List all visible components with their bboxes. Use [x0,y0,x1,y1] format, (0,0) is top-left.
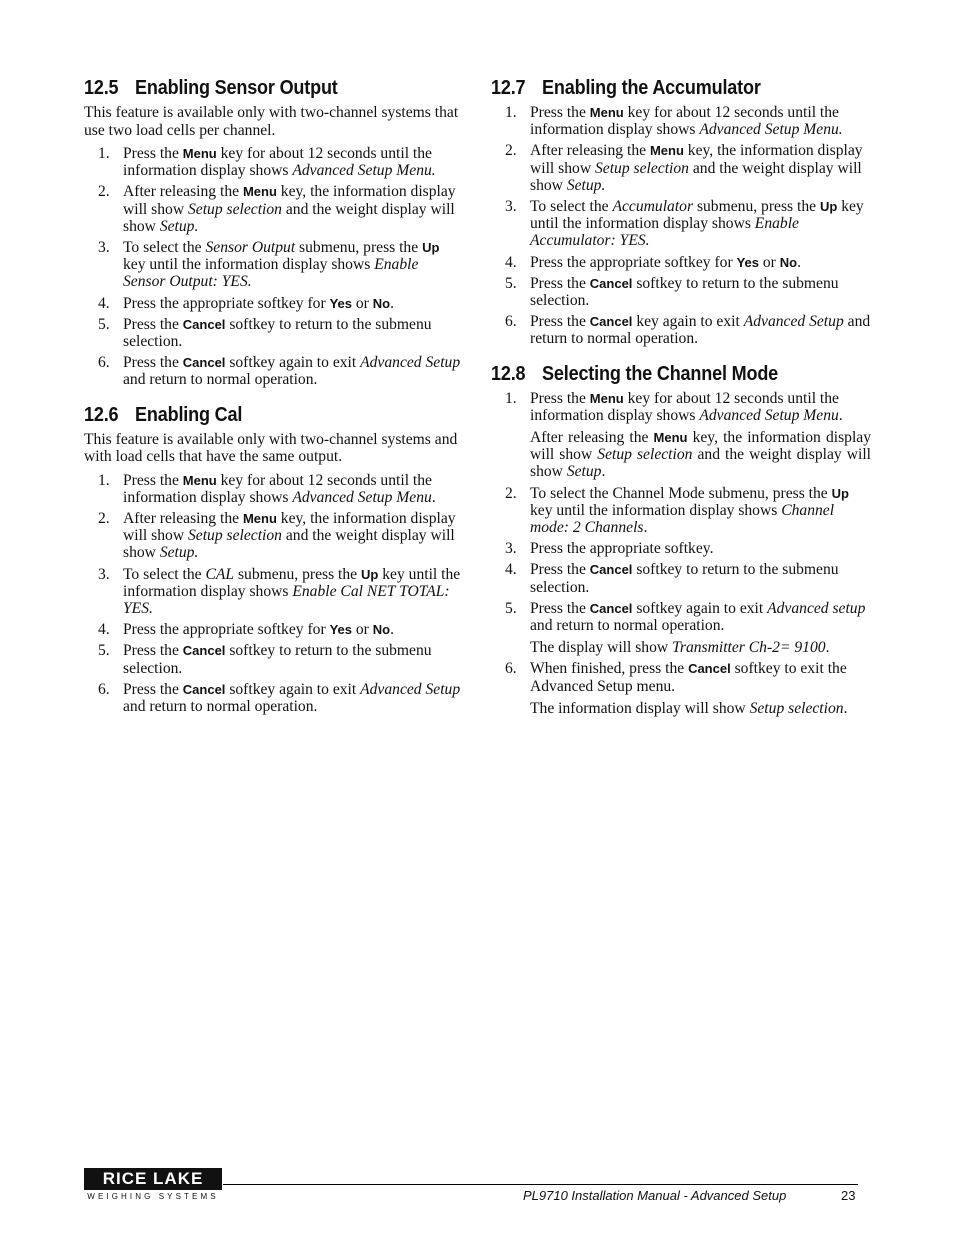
menu-key: Menu [589,105,624,120]
list-item: 1. Press the Menu key for about 12 seconds until the information display shows Advanced Setup Menu. After releasing the Menu key, the information display will show Setup selection and the weight display will show Setup. [505,389,871,481]
page-number: 23 [841,1188,856,1203]
section-heading: 12.7 Enabling the Accumulator [491,76,761,99]
cancel-key: Cancel [688,661,731,677]
up-key: Up [831,485,849,501]
section-intro: This feature is available only with two-channel systems that use two load cells per channel. [84,104,459,139]
menu-key: Menu [649,143,684,159]
list-item: 5. Press the Cancel softkey again to exit Advanced setup and return to normal operation. The display will show Transmitter Ch-2= 9100. [491,600,871,657]
up-key: Up [422,240,440,256]
section-12-6 [84,403,464,716]
step-note: The information display will show Setup selection. [530,699,848,717]
list-item: 5. Press the Cancel softkey to return to the submenu selection. [98,642,432,677]
menu-key: Menu [653,430,688,446]
list-item: 3. To select the CAL submenu, press the Up key until the information display shows Enable Cal NET TOTAL: YES. [98,565,461,618]
section-12-7 [491,76,871,348]
step-list [84,472,464,716]
menu-key: Menu [242,511,277,527]
list-item: 2. After releasing the Menu key, the information display will show Setup selection and the weight display will show Setup. [505,142,863,194]
list-item: 4. Press the Cancel softkey to return to the submenu selection. [505,561,839,596]
left-column [84,76,464,719]
list-item: 3. Press the appropriate softkey. [505,540,714,558]
list-item: 6. Press the Cancel softkey again to exit Advanced Setup and return to normal operation. [98,680,461,716]
list-item: 4. Press the appropriate softkey for Yes or No. [505,253,802,271]
list-item: 2. To select the Channel Mode submenu, press the Up key until the information display shows Channel mode: 2 Channels. [505,484,849,537]
step-list [491,104,871,348]
up-key: Up [361,566,379,582]
yes-key: Yes [329,622,352,638]
menu-key: Menu [589,390,624,406]
list-item: 5. Press the Cancel softkey to return to the submenu selection. [98,315,432,351]
no-key: No [372,622,391,638]
no-key: No [779,254,798,270]
rice-lake-logo [84,1166,222,1206]
yes-key: Yes [329,295,352,311]
list-item: 6. When finished, press the Cancel softkey to exit the Advanced Setup menu. The information display will show Setup selection. [491,660,871,717]
step-list [84,145,464,389]
footer-rule [223,1184,858,1185]
cancel-key: Cancel [182,643,226,659]
step-note: The display will show Transmitter Ch-2= 9100. [530,639,830,657]
list-item: 6. Press the Cancel softkey again to exit Advanced Setup and return to normal operation. [98,354,461,389]
cancel-key: Cancel [182,681,226,697]
step-list [491,390,871,717]
list-item: 3. To select the Sensor Output submenu, press the Up key until the information display shows Enable Sensor Output: YES. [98,239,440,291]
list-item: 1. Press the Menu key for about 12 seconds until the information display shows Advanced Setup Menu. [98,145,436,180]
list-item: 1. Press the Menu key for about 12 seconds until the information display shows Advanced Setup Menu. [505,104,843,139]
footer-doc-title: PL9710 Installation Manual - Advanced Setup [523,1188,787,1203]
cancel-key: Cancel [589,275,633,291]
cancel-key: Cancel [182,355,226,371]
list-item: 6. Press the Cancel key again to exit Advanced Setup and return to normal operation. [505,313,871,348]
cancel-key: Cancel [589,562,633,578]
list-item: 4. Press the appropriate softkey for Yes or No. [98,294,395,312]
section-heading: 12.6 Enabling Cal [84,402,243,426]
list-item: 2. After releasing the Menu key, the information display will show Setup selection and the weight display will show Setup. [98,510,456,562]
section-intro: This feature is available only with two-channel systems and with load cells that have the same output. [84,430,458,466]
cancel-key: Cancel [589,314,633,330]
menu-key: Menu [182,472,217,488]
cancel-key: Cancel [589,600,633,616]
list-item: 5. Press the Cancel softkey to return to the submenu selection. [505,274,839,310]
no-key: No [372,295,391,311]
list-item: 2. After releasing the Menu key, the information display will show Setup selection and the weight display will show Setup. [98,183,456,235]
logo-tagline: WEIGHING SYSTEMS [87,1192,219,1201]
section-heading: 12.5 Enabling Sensor Output [84,76,338,99]
right-column [491,76,871,721]
section-12-8 [491,362,871,717]
step-note: After releasing the Menu key, the information display will show Setup selection and the weight display will show Setup. [530,429,871,481]
list-item: 1. Press the Menu key for about 12 seconds until the information display shows Advanced Setup Menu. [98,471,436,506]
logo-wordmark: RICE LAKE [84,1168,222,1190]
menu-key: Menu [242,184,277,200]
up-key: Up [819,199,838,215]
list-item: 3. To select the Accumulator submenu, press the Up key until the information display shows Enable Accumulator: YES. [505,198,864,250]
section-12-5 [84,76,464,389]
section-heading: 12.8 Selecting the Channel Mode [491,361,779,385]
cancel-key: Cancel [182,316,226,332]
menu-key: Menu [182,146,217,161]
yes-key: Yes [736,254,759,270]
list-item: 4. Press the appropriate softkey for Yes or No. [98,621,395,639]
